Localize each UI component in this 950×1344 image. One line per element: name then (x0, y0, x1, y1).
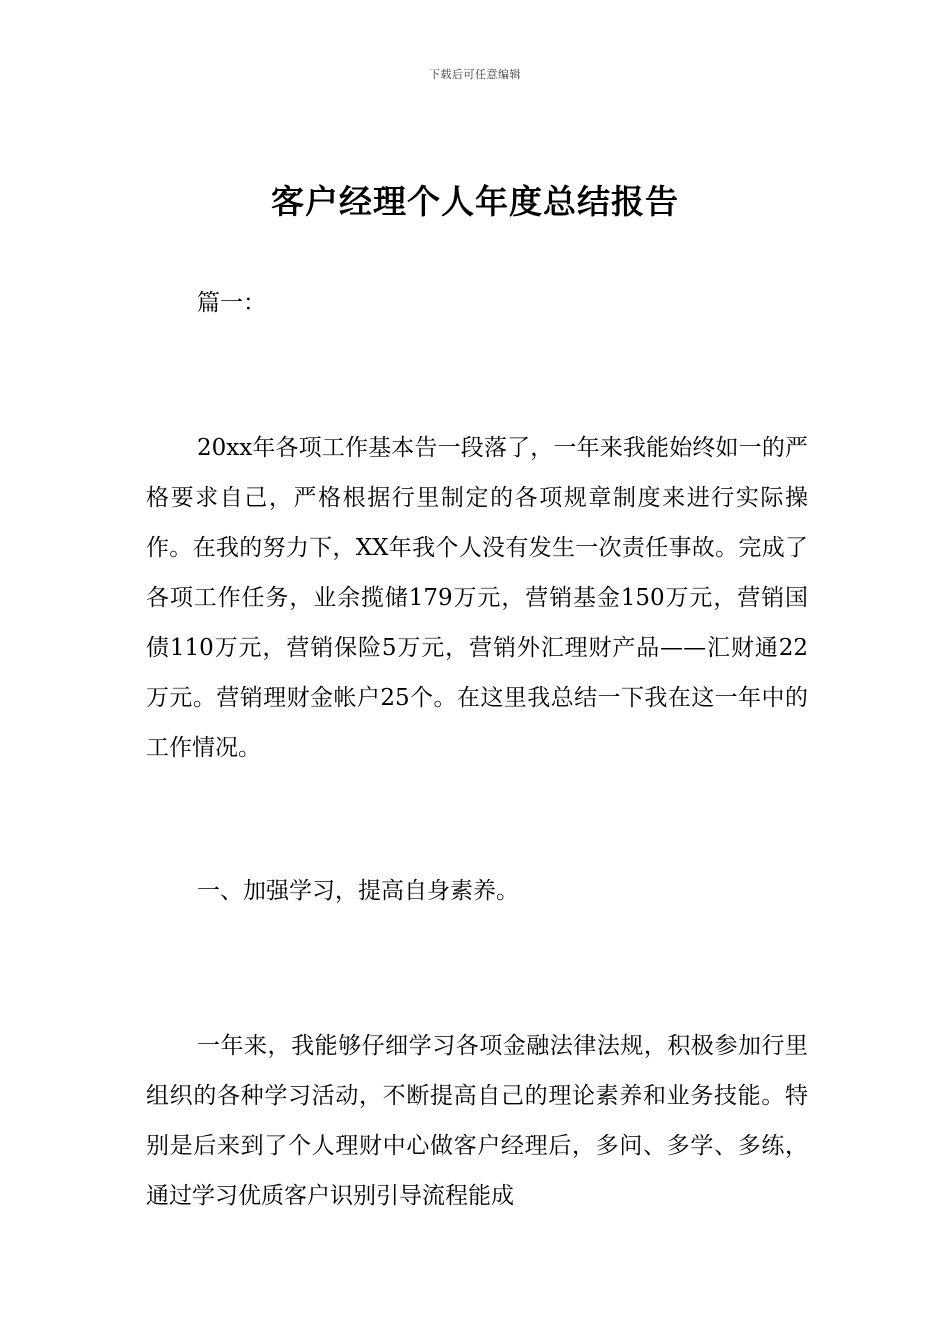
section-label: 篇一： (197, 290, 266, 316)
header-note: 下载后可任意编辑 (429, 68, 521, 81)
document-title: 客户经理个人年度总结报告 (271, 182, 679, 221)
paragraph-1: 20xx年各项工作基本告一段落了，一年来我能始终如一的严格要求自己，严格根据行里制定的各项规章制度来进行实际操作。在我的努力下，XX年我个人没有发生一次责任事故。完成了各项工作任务，业余揽储179万元，营销基金150万元，营销国债110万元，营销保险5万元，营销外汇理财产品——汇财通22万元。营销理财金帐户25个。在这里我总结一下我在这一年中的工作情况。 (146, 435, 808, 761)
section-heading-1: 一、加强学习，提高自身素养。 (197, 878, 519, 904)
paragraph-2: 一年来，我能够仔细学习各项金融法律法规，积极参加行里组织的各种学习活动，不断提高自己的理论素养和业务技能。特别是后来到了个人理财中心做客户经理后，多问、多学、多练，通过学习优质客户识别引导流程能成 (146, 1033, 808, 1209)
